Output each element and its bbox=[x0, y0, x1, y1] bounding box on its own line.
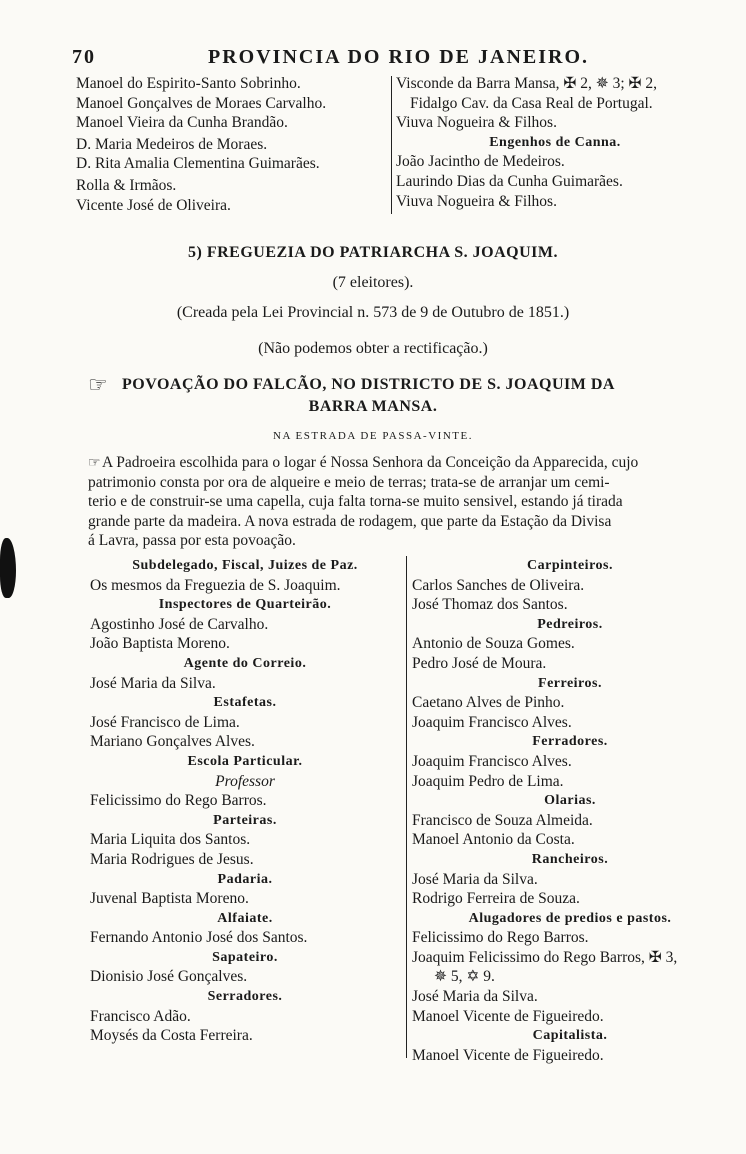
list-item: Joaquim Francisco Alves. bbox=[412, 713, 572, 731]
list-item: Francisco de Souza Almeida. bbox=[412, 811, 593, 829]
list-item: D. Rita Amalia Clementina Guimarães. bbox=[76, 155, 320, 173]
list-item: Agostinho José de Carvalho. bbox=[90, 615, 269, 633]
list-item: José Maria da Silva. bbox=[90, 674, 216, 692]
list-item: Manoel Vicente de Figueiredo. bbox=[412, 1046, 604, 1064]
section-heading: Olarias. bbox=[544, 793, 596, 809]
list-item: Fernando Antonio José dos Santos. bbox=[90, 929, 308, 947]
list-item: Antonio de Souza Gomes. bbox=[412, 635, 575, 653]
top-right-list bbox=[396, 74, 714, 211]
section-heading: Carpinteiros. bbox=[527, 558, 613, 573]
freguezia-title: 5) FREGUEZIA DO PATRIARCHA S. JOAQUIM. bbox=[188, 244, 558, 261]
list-item: D. Maria Medeiros de Moraes. bbox=[76, 135, 268, 153]
section-heading: Sapateiro. bbox=[212, 949, 278, 965]
list-item: Joaquim Francisco Alves. bbox=[412, 752, 572, 770]
povoacao-title-line1: POVOAÇÃO DO FALCÃO, NO DISTRICTO DE S. JOAQUIM DA bbox=[122, 376, 615, 393]
list-item: Felicissimo do Rego Barros. bbox=[412, 929, 589, 947]
list-item: Viuva Nogueira & Filhos. bbox=[396, 192, 557, 210]
section-heading: Alugadores de predios e pastos. bbox=[468, 910, 672, 926]
list-item: Os mesmos da Freguezia de S. Joaquim. bbox=[90, 576, 341, 594]
section-heading: Agente do Correio. bbox=[183, 655, 307, 671]
list-item: Manoel Gonçalves de Moraes Carvalho. bbox=[76, 94, 327, 112]
list-item: Joaquim Pedro de Lima. bbox=[412, 772, 564, 790]
list-item: Manoel Vicente de Figueiredo. bbox=[412, 1007, 604, 1025]
list-item: João Jacintho de Medeiros. bbox=[396, 153, 565, 171]
list-item: ✵ 5, ✡ 9. bbox=[434, 968, 495, 986]
list-item: Viuva Nogueira & Filhos. bbox=[396, 114, 557, 132]
page-header bbox=[72, 46, 589, 69]
list-item: Manoel Vieira da Cunha Brandão. bbox=[76, 114, 288, 132]
section-heading: Pedreiros. bbox=[537, 616, 603, 632]
section-heading: Inspectores de Quarteirão. bbox=[158, 597, 332, 613]
freguezia-creada: (Creada pela Lei Provincial n. 573 de 9 de Outubro de 1851.) bbox=[176, 304, 570, 321]
pointing-hand-icon: ☞ bbox=[88, 372, 108, 397]
list-item: Francisco Adão. bbox=[90, 1007, 191, 1025]
left-directory bbox=[90, 556, 400, 1046]
section-heading: Capitalista. bbox=[532, 1028, 608, 1044]
section-heading: Ferradores. bbox=[532, 734, 608, 750]
section-heading: Subdelegado, Fiscal, Juizes de Paz. bbox=[132, 558, 358, 573]
list-item: Felicissimo do Rego Barros. bbox=[90, 792, 267, 810]
section-heading: Padaria. bbox=[217, 871, 273, 887]
paragraph-mark-icon: ☞ bbox=[88, 456, 101, 471]
list-item: Vicente José de Oliveira. bbox=[76, 196, 231, 214]
section-heading: Estafetas. bbox=[213, 695, 277, 711]
list-item: José Thomaz dos Santos. bbox=[412, 596, 568, 614]
freguezia-eleitores: (7 eleitores). bbox=[332, 274, 414, 291]
list-item: Mariano Gonçalves Alves. bbox=[90, 733, 255, 751]
list-item: João Baptista Moreno. bbox=[90, 635, 230, 653]
section-heading: Ferreiros. bbox=[538, 675, 602, 691]
list-item: Maria Liquita dos Santos. bbox=[90, 831, 251, 849]
list-item: José Francisco de Lima. bbox=[90, 713, 240, 731]
section-heading: Alfaiate. bbox=[217, 910, 273, 926]
freguezia-nota: (Não podemos obter a rectificação.) bbox=[258, 340, 488, 357]
list-item: Pedro José de Moura. bbox=[412, 654, 547, 672]
sub-heading: Professor bbox=[215, 772, 275, 790]
page-number: 70 bbox=[72, 46, 96, 68]
section-heading: Engenhos de Canna. bbox=[489, 134, 621, 150]
section-heading: Escola Particular. bbox=[187, 753, 303, 769]
page-title: PROVINCIA DO RIO DE JANEIRO. bbox=[208, 46, 590, 68]
list-item: José Maria da Silva. bbox=[412, 988, 538, 1006]
list-item: Joaquim Felicissimo do Rego Barros, ✠ 3, bbox=[412, 948, 678, 966]
paragraph-line: patrimonio consta por ora de alqueire e meio de terras; trata-se de arranjar um cemi- bbox=[88, 473, 610, 491]
paragraph-line: grande parte da madeira. A nova estrada de rodagem, que parte da Estação da Divisa bbox=[88, 512, 612, 530]
list-item: Dionisio José Gonçalves. bbox=[90, 968, 248, 986]
list-item: Laurindo Dias da Cunha Guimarães. bbox=[396, 172, 623, 190]
paragraph-line: terio e de construir-se uma capella, cuja falta torna-se muito sensivel, estando já tirada bbox=[88, 493, 623, 511]
list-item: José Maria da Silva. bbox=[412, 870, 538, 888]
povoacao-subtitle: NA ESTRADA DE PASSA-VINTE. bbox=[273, 430, 473, 442]
povoacao-paragraph bbox=[88, 453, 708, 551]
list-item: Caetano Alves de Pinho. bbox=[412, 694, 565, 712]
column-divider bbox=[391, 76, 392, 214]
list-item: Carlos Sanches de Oliveira. bbox=[412, 576, 585, 594]
column-divider bbox=[406, 556, 407, 1058]
list-item: Manoel Antonio da Costa. bbox=[412, 831, 575, 849]
list-item: Visconde da Barra Mansa, ✠ 2, ✵ 3; ✠ 2, bbox=[396, 75, 658, 92]
section-heading: Serradores. bbox=[207, 989, 283, 1005]
list-item: Fidalgo Cav. da Casa Real de Portugal. bbox=[410, 94, 653, 112]
paragraph-line: á Lavra, passa por esta povoação. bbox=[88, 532, 296, 550]
right-directory bbox=[412, 556, 728, 1065]
section-heading: Rancheiros. bbox=[531, 851, 609, 867]
ink-blot bbox=[0, 538, 16, 598]
list-item: Manoel do Espirito-Santo Sobrinho. bbox=[76, 75, 301, 92]
povoacao-title-line2: BARRA MANSA. bbox=[308, 398, 438, 415]
section-heading: Parteiras. bbox=[213, 812, 277, 828]
list-item: Juvenal Baptista Moreno. bbox=[90, 890, 249, 908]
list-item: Moysés da Costa Ferreira. bbox=[90, 1027, 253, 1045]
top-left-list bbox=[76, 74, 388, 215]
list-item: Maria Rodrigues de Jesus. bbox=[90, 850, 254, 868]
paragraph-line: A Padroeira escolhida para o logar é Nossa Senhora da Conceição da Apparecida, cujo bbox=[102, 454, 639, 471]
list-item: Rodrigo Ferreira de Souza. bbox=[412, 890, 580, 908]
list-item: Rolla & Irmãos. bbox=[76, 176, 177, 194]
